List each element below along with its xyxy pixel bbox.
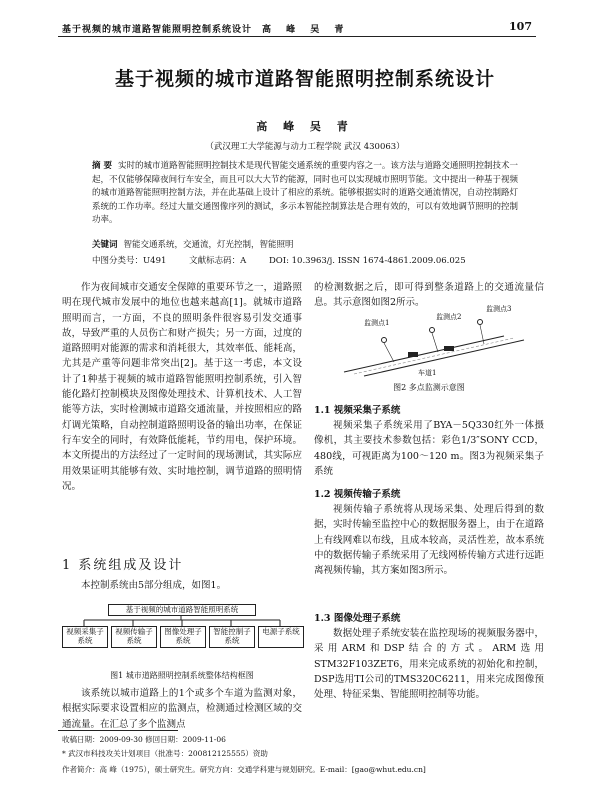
subsection-1-1-paragraph: 视频采集子系统采用了BYA－5Q330红外一体摄像机，其主要技术参数包括：彩色1/3″SONY CCD，480线，可视距离为100～120 m。图3为视频采集子系统: [314, 420, 544, 477]
paper-title: 基于视频的城市道路智能照明控制系统设计: [114, 68, 495, 90]
subsection-1-1-body: [314, 418, 544, 479]
abstract: [92, 160, 518, 228]
fig2-label-point-3: 监测点3: [486, 305, 512, 313]
fig1-top-box: 基于视频的城市道路智能照明系统: [108, 604, 256, 616]
doc-code: 文献标志码：A: [189, 256, 247, 266]
footnote-author-bio: 作者简介：高 峰（1975），硕士研究生。研究方向：交通学科建与规划研究。E-mail：[gao@whut.edu.cn]: [62, 765, 426, 774]
fig2-label-point-1: 监测点1: [364, 319, 390, 327]
figure-1-diagram: [62, 604, 302, 664]
footnote-fund: * 武汉市科技攻关计划项目（批准号：200812125555）资助: [62, 749, 268, 758]
abstract-label: 摘 要: [92, 161, 112, 171]
fig1-box-image-processing: 图像处理子系统: [160, 626, 206, 648]
keywords: [92, 238, 518, 250]
subsection-1-2-paragraph: 视频传输子系统将从现场采集、处理后得到的数据，实时传输至监控中心的数据服务器上，由于在道路上有线网难以布线，且成本较高，灵活性差，故本系统中的数据传输子系统采用了无线网桥传输方式进行远距离视频传输，其方案如图3所示。: [314, 504, 544, 577]
header-rule: [58, 36, 536, 37]
footnote-received: 收稿日期：2009-09-30 修回日期：2009-11-06: [62, 735, 226, 744]
fig1-box-intelligent-control: 智能控制子系统: [209, 626, 255, 648]
section-1-paragraph: 本控制系统由5部分组成，如图1。: [81, 580, 227, 591]
subsection-1-3-heading: 1.3 图像处理子系统: [314, 613, 401, 624]
subsection-1-1-heading: 1.1 视频采集子系统: [314, 405, 401, 416]
abstract-text: 实时的城市道路智能照明控制技术是现代智能交通系统的重要内容之一。该方法与道路交通照明控制技术一起，不仅能够保障夜间行车安全，而且可以大大节约能源，同时也可以实现城市照明节能。文中提出一种基于视频的城市道路智能照明控制方法，并在此基础上设计了相应的系统。能够根据实时的道路交通流情况，自动控制路灯系统的工作功率。经过大量交通图像序列的测试，多示本智能控制算法是合理有效的，可以有效地调节照明的控制功率。: [92, 161, 518, 225]
keywords-label: 关键词: [92, 240, 118, 250]
keywords-text: 智能交通系统，交通流，灯光控制，智能照明: [123, 240, 294, 250]
figure-2-caption: 图2 多点监测示意图: [393, 383, 465, 392]
fig1-box-power: 电源子系统: [258, 626, 304, 648]
fig2-label-lane: 车道1: [418, 369, 437, 377]
subsection-1-2-heading: 1.2 视频传输子系统: [314, 489, 401, 500]
footnote-rule: [58, 730, 178, 731]
intro-paragraph: 作为夜间城市交通安全保障的重要环节之一，道路照明在现代城市发展中的地位也越来越高[1]。就城市道路照明而言，一方面，不良的照明条件很容易引发交通事故，导致严重的人员伤亡和财产损失；另一方面，过度的道路照明对能源的需求和消耗很大，其效率低、能耗高，尤其是产重等问题非常突出[2]。基于这一考虑，本文设计了1种基于视频的城市道路智能照明控制系统，引入智能化路灯控制模块及图像处理技术、计算机技术、人工智能等方法，实时检测城市道路交通流量，并按照相应的路灯调光策略，自动控制道路照明设备的输出功率，在保证行车安全的同时，有效降低能耗，节约用电，保护环境。本文所提出的方法经过了一定时间的现场测试，其实际应用效果证明其能够有效、实时地控制，调节道路的照明情况。: [62, 282, 302, 492]
header-journal: 基于视频的城市道路智能照明控制系统设计: [62, 25, 253, 35]
running-header: [62, 20, 530, 36]
fig1-box-video-capture: 视频采集子系统: [62, 626, 108, 648]
fig1-box-video-transfer: 视频传输子系统: [111, 626, 157, 648]
fig2-label-point-2: 监测点2: [436, 313, 462, 321]
paper-affiliation: （武汉理工大学能源与动力工程学院 武汉 430063）: [205, 142, 405, 152]
doi: DOI: 10.3963/j. ISSN 1674-4861.2009.06.025: [268, 256, 466, 266]
figure-1-caption: 图1 城市道路照明控制系统整体结构框图: [110, 671, 254, 680]
section-1-body: [62, 686, 302, 732]
clc-number: 中图分类号：U491: [92, 256, 167, 266]
section-1-intro: [62, 578, 302, 593]
paper-authors: 高 峰 吴 青: [256, 120, 354, 133]
intro-column: [62, 280, 302, 494]
classification: [92, 254, 518, 266]
header-authors: 高 峰 吴 青: [262, 25, 350, 35]
page-number: 107: [509, 20, 532, 33]
section-1-paragraph-2: 该系统以城市道路上的1个或多个车道为监测对象，根据实际要求设置相应的监测点，检测通过检测区域的交通流量。在汇总了多个监测点: [62, 688, 302, 730]
subsection-1-2-body: [314, 502, 544, 578]
subsection-1-3-body: [314, 626, 544, 702]
section-1-heading: 1 系统组成及设计: [62, 558, 184, 573]
right-paragraph-1: 的检测数据之后，即可得到整条道路上的交通流量信息。其示意图如图2所示。: [314, 282, 544, 309]
subsection-1-3-paragraph: 数据处理子系统安装在监控现场的视频服务器中，采用ARM和DSP结合的方式。ARM选用STM32F103ZET6，用来完成系统的初始化和控制，DSP选用TI公司的TMS320C6211，用来完成图像预处理、特征采集、智能照明控制等功能。: [314, 628, 544, 701]
